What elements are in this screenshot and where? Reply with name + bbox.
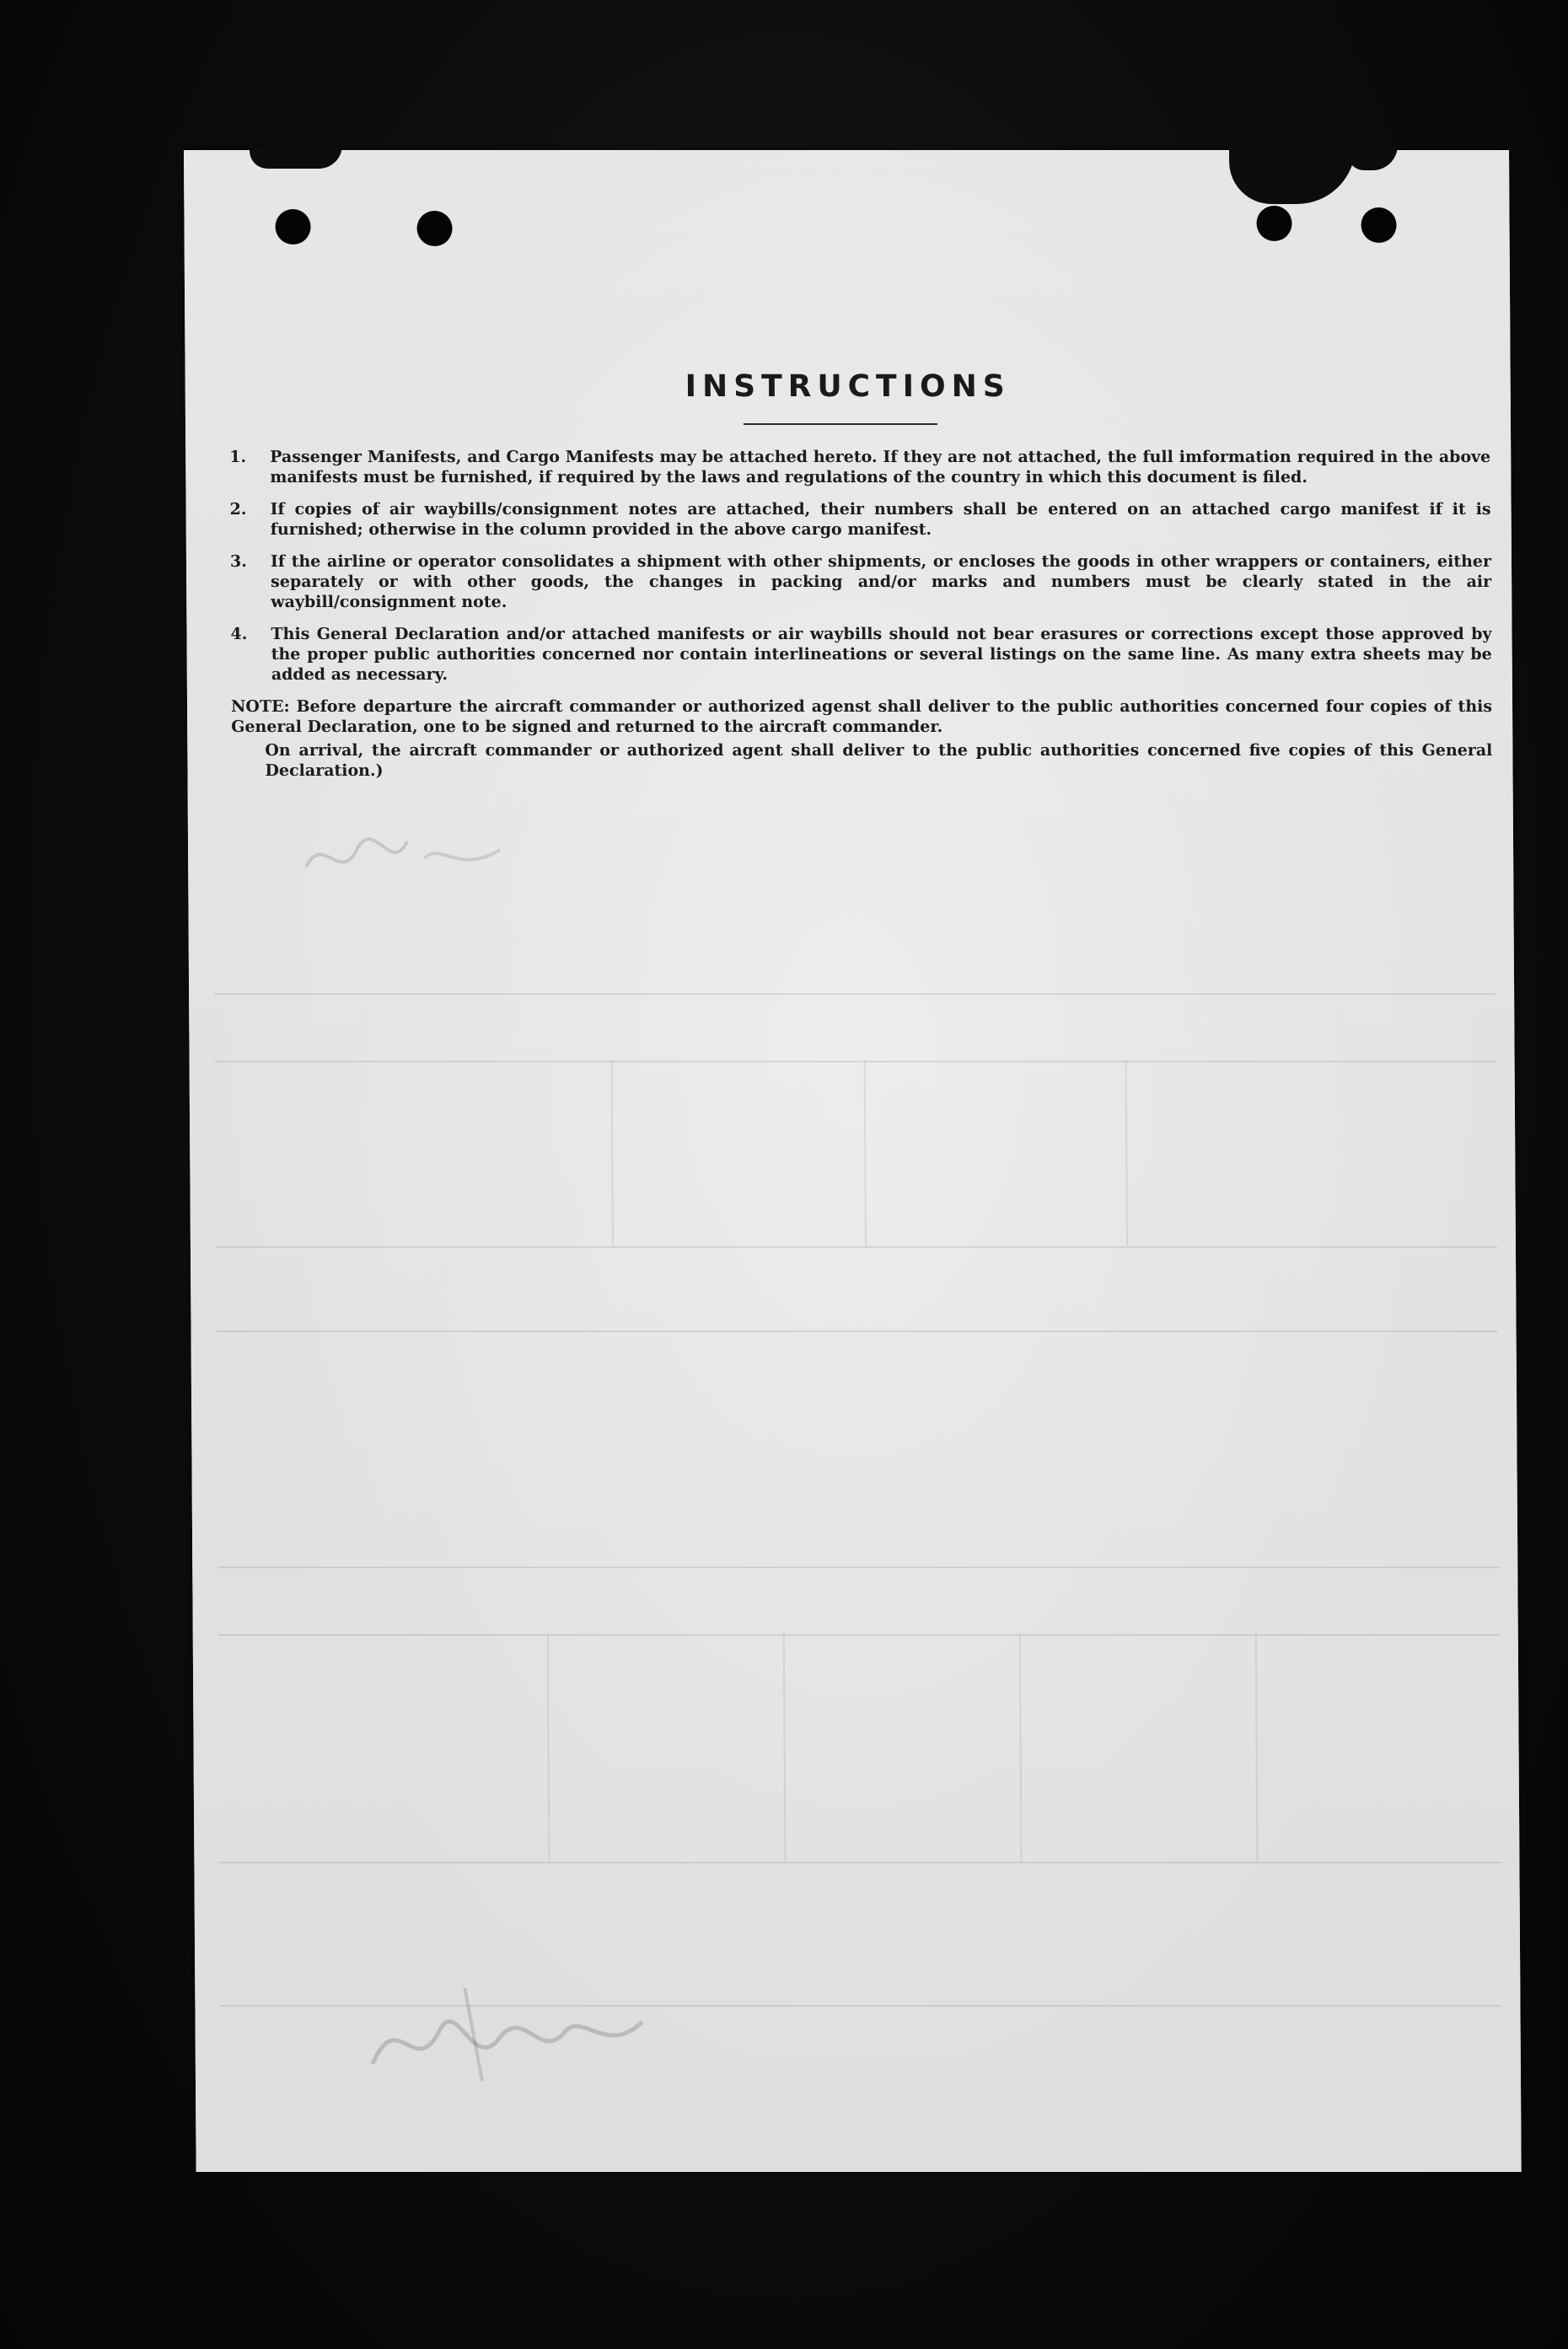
instruction-number: 2. — [229, 500, 247, 519]
instruction-text: If copies of air waybills/consignment notes are attached, their numbers shall be entered on an attached cargo manifest if it is furnished; otherwise in the column provided in the above cargo manifest. — [270, 500, 1491, 539]
bleed-through-column — [547, 1634, 550, 1862]
bleed-through-rule — [215, 1061, 1496, 1062]
bleed-through-rule — [217, 1567, 1499, 1568]
signature-scribble — [363, 1971, 651, 2089]
bleed-through-rule — [216, 1246, 1497, 1248]
title-underline — [744, 423, 937, 425]
handwritten-mark — [298, 799, 518, 900]
note-text-2: On arrival, the aircraft commander or authorized agent shall deliver to the public authorities concerned five copies of this General Declaration.) — [265, 741, 1493, 780]
instruction-text: Passenger Manifests, and Cargo Manifests may be attached hereto. If they are not attached, the full imformation required in the above manifests must be furnished, if required by the laws and regulations of the country in which this document is filed. — [270, 448, 1491, 486]
bleed-through-rule — [218, 1634, 1500, 1636]
bleed-through-column — [1255, 1634, 1259, 1862]
note-section — [231, 696, 1493, 781]
bleed-through-rule — [217, 1330, 1498, 1332]
instruction-item — [230, 551, 1491, 612]
instruction-number: 1. — [229, 448, 247, 466]
note-paragraph-1 — [231, 696, 1492, 737]
instruction-item — [230, 499, 1491, 540]
instruction-item — [230, 624, 1491, 685]
punch-hole-3 — [1256, 206, 1291, 241]
note-label: NOTE: — [230, 697, 290, 716]
punch-hole-2 — [416, 211, 452, 246]
punch-hole-1 — [275, 209, 310, 245]
document-page — [184, 150, 1522, 2172]
instruction-number: 4. — [230, 625, 248, 643]
torn-edge-left — [250, 145, 342, 169]
torn-edge-right-2 — [1347, 145, 1398, 170]
instruction-item — [229, 447, 1490, 487]
bleed-through-column — [783, 1634, 787, 1862]
bleed-through-column — [1125, 1061, 1128, 1246]
instruction-text: If the airline or operator consolidates a shipment with other shipments, or encloses the goods in other wrappers or containers, either separately or with other goods, the changes in packing and/or marks and numbers must be clearly stated in the air waybill/consignment note. — [270, 552, 1492, 611]
instructions-list — [229, 447, 1492, 781]
bleed-through-rule — [219, 1862, 1501, 1863]
instruction-text: This General Declaration and/or attached manifests or air waybills should not bear erasures or corrections except those approved by the proper public authorities concerned nor contain interlineations or several listings on the same line. As many extra sheets may be added as necessary. — [271, 625, 1492, 684]
bleed-through-column — [864, 1061, 867, 1246]
note-text-1: Before departure the aircraft commander or authorized agenst shall deliver to the public authorities concerned four copies of this General Declaration, one to be signed and returned to the aircraft commander. — [231, 697, 1493, 736]
torn-edge-right — [1229, 145, 1356, 204]
note-paragraph-2 — [231, 740, 1492, 781]
bleed-through-rule — [214, 993, 1496, 995]
bleed-through-column — [611, 1061, 614, 1246]
page-title: INSTRUCTIONS — [685, 369, 1011, 404]
punch-hole-4 — [1361, 207, 1396, 243]
instruction-number: 3. — [229, 552, 247, 571]
bleed-through-column — [1019, 1634, 1023, 1862]
